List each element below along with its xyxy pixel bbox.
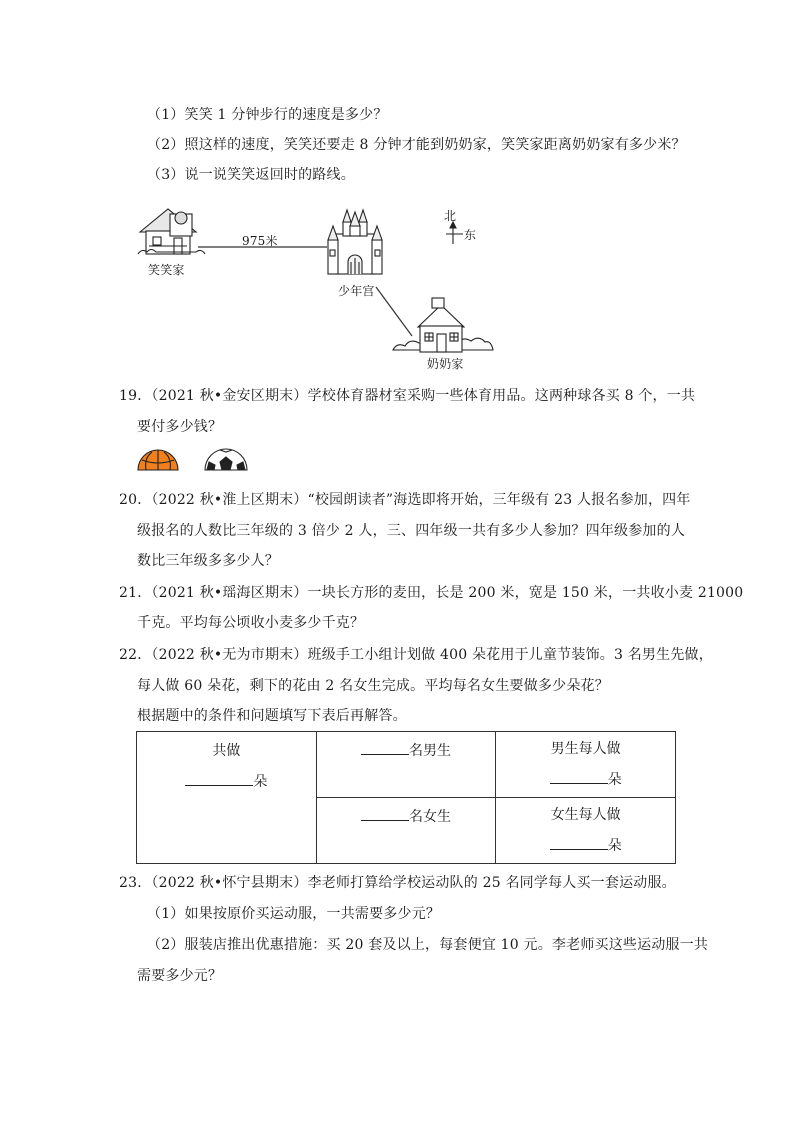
basketball-icon bbox=[138, 450, 178, 470]
girls-each-unit: 朵 bbox=[607, 837, 622, 854]
boys-each-row bbox=[496, 765, 675, 796]
compass-icon bbox=[446, 222, 463, 244]
boys-each-blank[interactable] bbox=[550, 769, 608, 784]
total-cell bbox=[137, 732, 317, 864]
girls-each-row bbox=[496, 831, 675, 862]
home-label: 笑笑家 bbox=[148, 263, 185, 277]
grandma-label: 奶奶家 bbox=[427, 357, 464, 371]
q21-line1: 21．（2021 秋•瑶海区期末）一块长方形的麦田，长是 200 米，宽是 150 米，一共收小麦 21000 bbox=[119, 585, 744, 601]
boys-each-title: 男生每人做 bbox=[550, 740, 621, 757]
route-palace-to-grandma bbox=[376, 287, 412, 336]
palace-label: 少年宫 bbox=[338, 284, 375, 298]
cottage-icon bbox=[393, 298, 493, 352]
q23-line2: （1）如果按原价买运动服，一共需要多少元？ bbox=[147, 906, 441, 922]
q18-part2: （2）照这样的速度，笑笑还要走 8 分钟才能到奶奶家，笑笑家距离奶奶家有多少米？ bbox=[147, 137, 686, 153]
q20-line1: 20．（2022 秋•淮上区期末）“校园朗读者”海选即将开始，三年级有 23 人报名参加，四年 bbox=[119, 492, 691, 508]
total-title: 共做 bbox=[212, 743, 241, 759]
girls-each-blank[interactable] bbox=[550, 835, 608, 850]
q19-line2: 要付多少钱？ bbox=[137, 419, 223, 435]
q22-line3: 根据题中的条件和问题填写下表后再解答。 bbox=[137, 708, 407, 724]
q19-line1: 19．（2021 秋•金安区期末）学校体育器材室采购一些体育用品。这两种球各买 8 个，一共 bbox=[119, 388, 696, 404]
total-unit: 朵 bbox=[253, 774, 268, 790]
total-blank-row bbox=[137, 767, 316, 798]
girls-each-title: 女生每人做 bbox=[550, 806, 621, 823]
girls-count-row bbox=[317, 802, 496, 833]
castle-icon bbox=[328, 210, 382, 274]
soccer-ball-icon bbox=[205, 449, 247, 470]
boys-count-blank[interactable] bbox=[361, 740, 409, 755]
girls-each-cell bbox=[496, 798, 676, 864]
girls-count-label: 名女生 bbox=[409, 809, 452, 825]
q18-part1: （1）笑笑 1 分钟步行的速度是多少？ bbox=[147, 107, 388, 123]
house-icon bbox=[138, 209, 205, 254]
girls-count-blank[interactable] bbox=[361, 806, 409, 821]
q20-line2: 级报名的人数比三年级的 3 倍少 2 人，三、四年级一共有多少人参加？四年级参加的人 bbox=[137, 523, 686, 539]
boys-count-label: 名男生 bbox=[409, 743, 452, 759]
q18-part3: （3）说一说笑笑返回时的路线。 bbox=[147, 167, 355, 183]
q23-line4: 需要多少元？ bbox=[137, 968, 223, 984]
total-blank[interactable] bbox=[185, 771, 253, 786]
compass-north: 北 bbox=[444, 209, 457, 223]
boys-each-unit: 朵 bbox=[607, 771, 622, 788]
flower-fill-table bbox=[136, 731, 676, 864]
q23-line3: （2）服装店推出优惠措施：买 20 套及以上，每套便宜 10 元。李老师买这些运动服一共 bbox=[147, 937, 709, 953]
compass-east: 东 bbox=[464, 228, 477, 242]
q22-line1: 22．（2022 秋•无为市期末）班级手工小组计划做 400 朵花用于儿童节装饰。3 名男生先做， bbox=[119, 647, 713, 663]
q21-line2: 千克。平均每公顷收小麦多少千克？ bbox=[137, 615, 365, 631]
q23-line1: 23．（2022 秋•怀宁县期末）李老师打算给学校运动队的 25 名同学每人买一套运动服。 bbox=[119, 875, 676, 891]
boys-each-cell bbox=[496, 732, 676, 798]
boys-count-row bbox=[317, 736, 496, 767]
distance-label: 975米 bbox=[242, 234, 278, 248]
girls-count-cell bbox=[316, 798, 496, 864]
q20-line3: 数比三年级多多少人？ bbox=[137, 553, 279, 569]
q22-line2: 每人做 60 朵花，剩下的花由 2 名女生完成。平均每名女生要做多少朵花？ bbox=[137, 678, 609, 694]
boys-count-cell bbox=[316, 732, 496, 798]
